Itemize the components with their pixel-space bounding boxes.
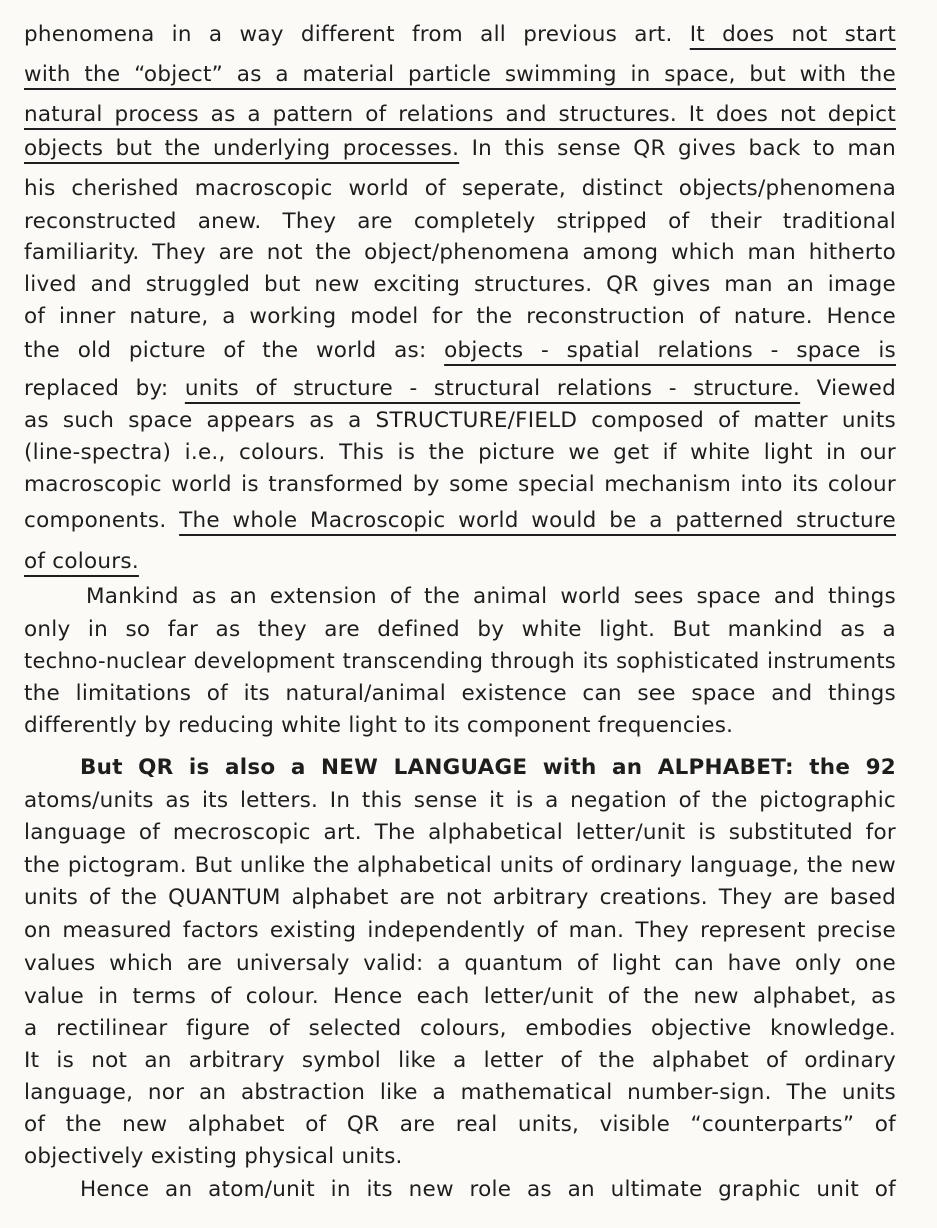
text-run: phenomena in a way different from all previous art.	[24, 22, 690, 47]
text-line	[24, 816, 896, 849]
text-line	[24, 205, 896, 238]
text-line	[24, 881, 896, 914]
bold-text: But QR is also a NEW LANGUAGE with an ALPHABET: the 92	[80, 755, 896, 780]
text-run: his cherished macroscopic world of seperate, distinct objects/phenomena	[24, 176, 896, 201]
text-run: units of the QUANTUM alphabet are not arbitrary creations. They are based	[24, 885, 896, 910]
text-line	[24, 236, 896, 269]
text-line	[24, 849, 896, 882]
text-run: a rectilinear figure of selected colours, embodies objective knowledge.	[24, 1016, 896, 1041]
text-line	[24, 58, 896, 91]
text-line	[24, 504, 896, 537]
text-line	[24, 1140, 896, 1173]
underlined-text: units of structure - structural relations - structure.	[184, 376, 801, 401]
text-run: components.	[24, 508, 180, 533]
text-run: differently by reducing white light to its component frequencies.	[24, 713, 734, 738]
text-line	[24, 751, 896, 784]
text-run: the old picture of the world as:	[24, 338, 445, 363]
text-line	[24, 18, 896, 51]
text-run: language, nor an abstraction like a mathematical number-sign. The units	[24, 1080, 896, 1105]
text-line	[24, 172, 896, 205]
text-line	[24, 613, 896, 646]
text-run: atoms/units as its letters. In this sense it is a negation of the pictographic	[24, 788, 896, 813]
text-run: of the new alphabet of QR are real units, visible “counterparts” of	[24, 1112, 896, 1137]
text-run: familiarity. They are not the object/phenomena among which man hitherto	[24, 240, 896, 265]
text-run: Hence an atom/unit in its new role as an ultimate graphic unit of	[80, 1177, 896, 1202]
text-line	[24, 1076, 896, 1109]
text-line	[24, 677, 896, 710]
text-line	[24, 980, 896, 1013]
text-line	[24, 372, 896, 405]
text-line	[24, 784, 896, 817]
text-line	[24, 1044, 896, 1077]
text-run: on measured factors existing independently of man. They represent precise	[24, 918, 896, 943]
underlined-text: The whole Macroscopic world would be a patterned structure	[179, 508, 896, 533]
text-line	[24, 404, 896, 437]
text-line	[24, 268, 896, 301]
text-run: Mankind as an extension of the animal world sees space and things	[86, 584, 896, 609]
text-run: In this sense QR gives back to man	[459, 136, 897, 161]
underlined-text: natural process as a pattern of relations and structures. It does not depict	[24, 102, 896, 127]
text-line	[24, 709, 896, 742]
text-run: value in terms of colour. Hence each letter/unit of the new alphabet, as	[24, 984, 896, 1009]
text-line	[24, 436, 896, 469]
text-run: only in so far as they are defined by white light. But mankind as a	[24, 617, 896, 642]
text-run: It is not an arbitrary symbol like a letter of the alphabet of ordinary	[24, 1048, 896, 1073]
underlined-text: objects but the underlying processes.	[24, 136, 460, 161]
text-line	[24, 914, 896, 947]
text-run: the pictogram. But unlike the alphabetical units of ordinary language, the new	[24, 853, 896, 878]
text-line	[24, 947, 896, 980]
text-run: values which are universaly valid: a quantum of light can have only one	[24, 951, 896, 976]
text-run: as such space appears as a STRUCTURE/FIELD composed of matter units	[24, 408, 896, 433]
text-run: lived and struggled but new exciting structures. QR gives man an image	[24, 272, 896, 297]
underlined-text: It does not start	[689, 22, 896, 47]
text-line	[24, 98, 896, 131]
underlined-text: objects - spatial relations - space is	[444, 338, 896, 363]
text-line	[24, 300, 896, 333]
text-line	[24, 545, 896, 578]
text-run: macroscopic world is transformed by some special mechanism into its colour	[24, 472, 896, 497]
text-line	[24, 1012, 896, 1045]
text-line	[24, 1173, 896, 1206]
text-run: (line-spectra) i.e., colours. This is the picture we get if white light in our	[24, 440, 896, 465]
text-run: language of mecroscopic art. The alphabetical letter/unit is substituted for	[24, 820, 896, 845]
text-line	[24, 645, 896, 678]
text-run: objectively existing physical units.	[24, 1144, 403, 1169]
text-line	[24, 132, 896, 165]
text-line	[24, 580, 896, 613]
text-run: reconstructed anew. They are completely stripped of their traditional	[24, 209, 896, 234]
text-run: techno-nuclear development transcending through its sophisticated instruments	[24, 649, 896, 673]
text-line	[24, 468, 896, 501]
text-run: the limitations of its natural/animal existence can see space and things	[24, 681, 896, 706]
text-run: replaced by:	[24, 376, 185, 401]
underlined-text: with the “object” as a material particle swimming in space, but with the	[24, 62, 896, 87]
text-run: of inner nature, a working model for the reconstruction of nature. Hence	[24, 304, 896, 329]
text-line	[24, 1108, 896, 1141]
text-run: Viewed	[800, 376, 897, 401]
underlined-text: of colours.	[24, 549, 139, 574]
text-line	[24, 334, 896, 367]
